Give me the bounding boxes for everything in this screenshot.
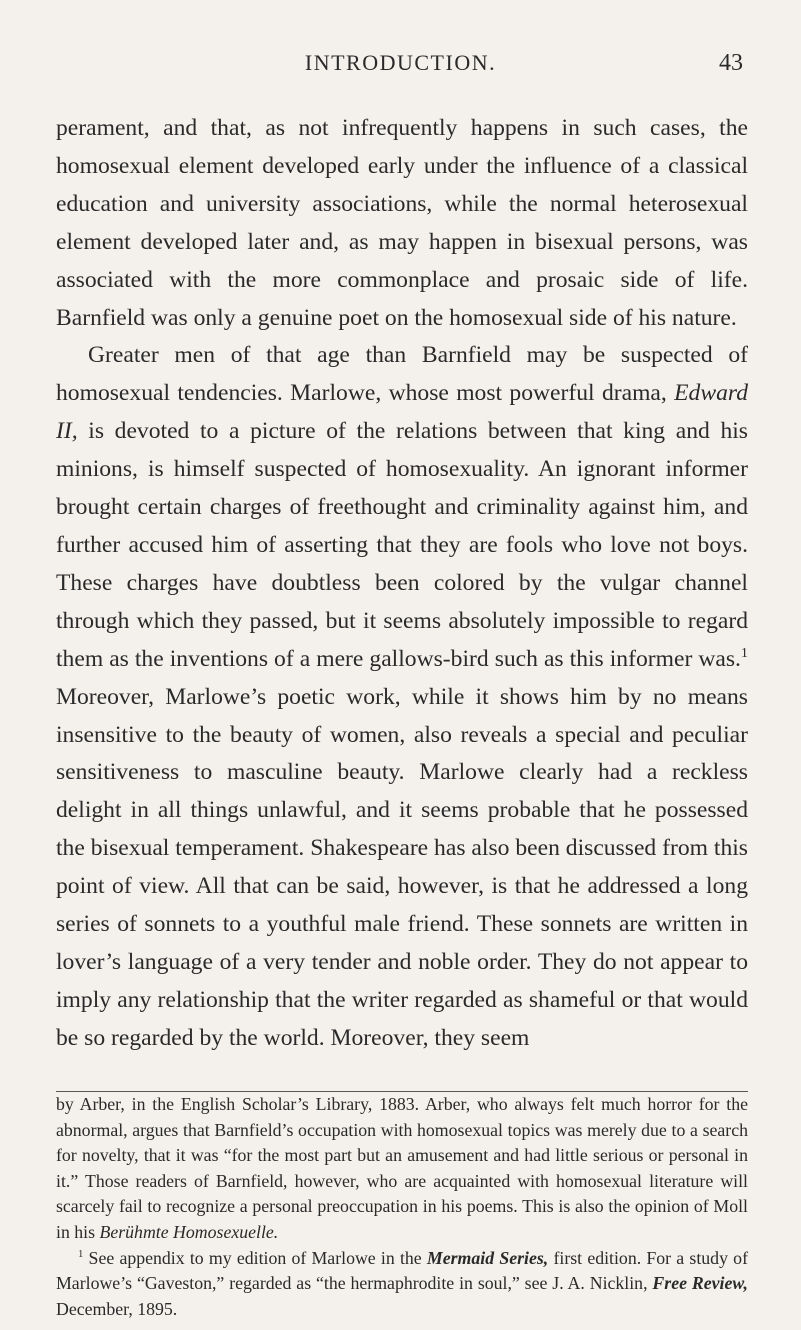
journal-title-free-review: Free Review, xyxy=(652,1273,749,1294)
footnote-reference-1: 1 xyxy=(740,644,748,661)
paragraph-1 xyxy=(56,110,748,337)
paragraph-2-text-c: Moreover, Marlowe’s poetic work, while it shows him by no means insensitive to the beauty of women, also reveals a special and peculiar sensitiveness to masculine beauty. Marlowe clearly had a reckless delight in all things unlawful, and it seems probable that he possessed the bisexual temperament. Shakespeare has also been discussed from this point of view. All that can be said, however, is that he addressed a long series of sonnets to a youthful male friend. These sonnets are written in lover’s language of a very tender and noble order. They do not appear to imply any relationship that the writer regarded as shameful or that would be so regarded by the world. Moreover, they seem xyxy=(56,683,748,1051)
footnote-continuation xyxy=(56,1092,748,1246)
footnote-1-text-b: first edition. For a study of Marlowe’s “Gaveston,” regarded as “the hermaphrodite in soul,” see J. A. Nicklin, xyxy=(56,1247,748,1294)
page-number: 43 xyxy=(719,50,743,76)
footnote-continuation-text: by Arber, in the English Scholar’s Library, 1883. Arber, who always felt much horror for the abnormal, argues that Barnfield’s occupation with homosexual topics was merely due to a search for novelty, that it was “for the most part but an amusement and had little serious or personal in it.” Those readers of Barnfield, however, who are acquainted with homosexual literature will scarcely fail to recognize a personal preoccupation in his poems. This is also the opinion of Moll in his xyxy=(56,1094,748,1242)
paragraph-2-text-a: Greater men of that age than Barnfield may be suspected of homosexual tendencies. Marlowe, whose most powerful drama, xyxy=(56,342,748,407)
paragraph-1-text: perament, and that, as not infrequently happens in such cases, the homosexual element developed early under the influence of a classical education and university associations, while the normal heterosexual element developed later and, as may happen in bisexual persons, was associated with the more commonplace and prosaic side of life. Barnfield was only a genuine poet on the homosexual side of his nature. xyxy=(56,115,748,331)
book-title-beruhmte: Berühmte Homosexuelle. xyxy=(99,1221,279,1242)
series-title-mermaid: Mermaid Series, xyxy=(426,1247,549,1268)
footnote-1-text-a: See appendix to my edition of Marlowe in the xyxy=(83,1247,427,1268)
paragraph-2 xyxy=(56,337,748,1057)
paragraph-2-text-b: is devoted to a picture of the relations between that king and his minions, is himself suspected of homosexuality. An ignorant informer brought certain charges of freethought and criminality against him, and further accused him of asserting that they are fools who love not boys. These charges have doubtless been colored by the vulgar channel through which they passed, but it seems absolutely impossible to regard them as the inventions of a mere gallows-bird such as this informer was. xyxy=(56,418,748,672)
running-head xyxy=(0,50,801,82)
footnote-1-marker: 1 xyxy=(78,1247,84,1260)
running-title: INTRODUCTION. xyxy=(304,50,497,75)
body-text xyxy=(56,110,748,1058)
footnotes xyxy=(56,1092,748,1322)
footnote-1-text-c: December, 1895. xyxy=(56,1298,178,1319)
footnote-1 xyxy=(56,1246,748,1323)
play-title-edward-ii: Edward II, xyxy=(56,380,748,445)
